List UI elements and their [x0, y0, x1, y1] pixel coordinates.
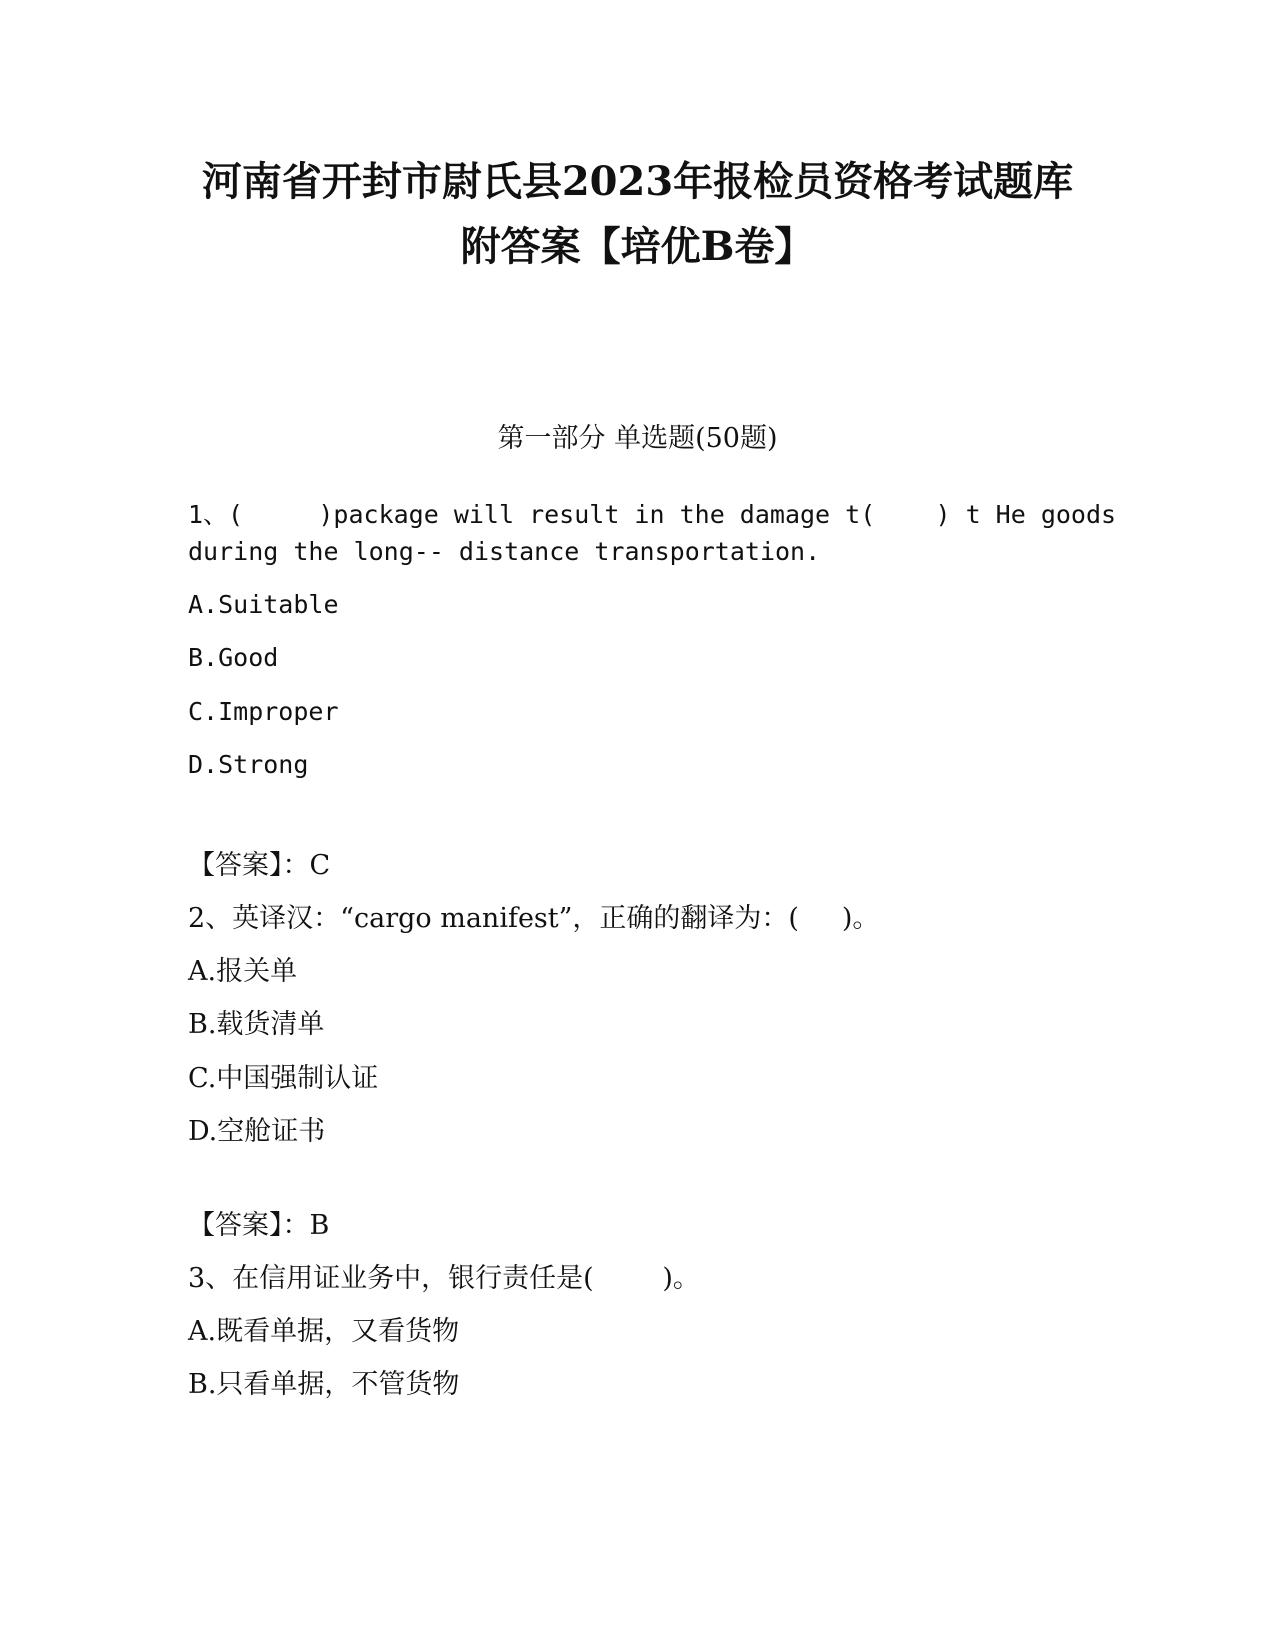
question-1-stem-line-2: during the long-- distance transportation.	[188, 537, 821, 566]
question-1-stem-line-1: 1、( )package will result in the damage t( ) t He goods	[188, 500, 1117, 529]
question-1-option-b: B.Good	[188, 643, 279, 672]
question-3-option-a: A.既看单据，又看货物	[188, 1316, 460, 1347]
question-1-option-d: D.Strong	[188, 750, 309, 779]
question-1-answer: 【答案】：C	[188, 850, 331, 881]
question-3-option-b: B.只看单据，不管货物	[188, 1369, 460, 1400]
question-1-option-c: C.Improper	[188, 697, 339, 726]
question-2-option-b: B.载货清单	[188, 1009, 325, 1040]
question-2-answer: 【答案】：B	[188, 1210, 330, 1241]
question-3-stem: 3、在信用证业务中，银行责任是( )。	[188, 1263, 700, 1294]
question-2-option-a: A.报关单	[188, 956, 298, 987]
document-title-line-2: 附答案【培优B卷】	[460, 223, 815, 270]
section-heading: 第一部分 单选题(50题)	[497, 423, 778, 454]
question-2-option-c: C.中国强制认证	[188, 1063, 379, 1094]
document-title-line-1: 河南省开封市尉氏县2023年报检员资格考试题库	[201, 158, 1074, 205]
question-1-option-a: A.Suitable	[188, 590, 339, 619]
question-2-stem: 2、英译汉：“cargo manifest”，正确的翻译为：( )。	[188, 903, 880, 934]
question-2-option-d: D.空舱证书	[188, 1116, 326, 1147]
